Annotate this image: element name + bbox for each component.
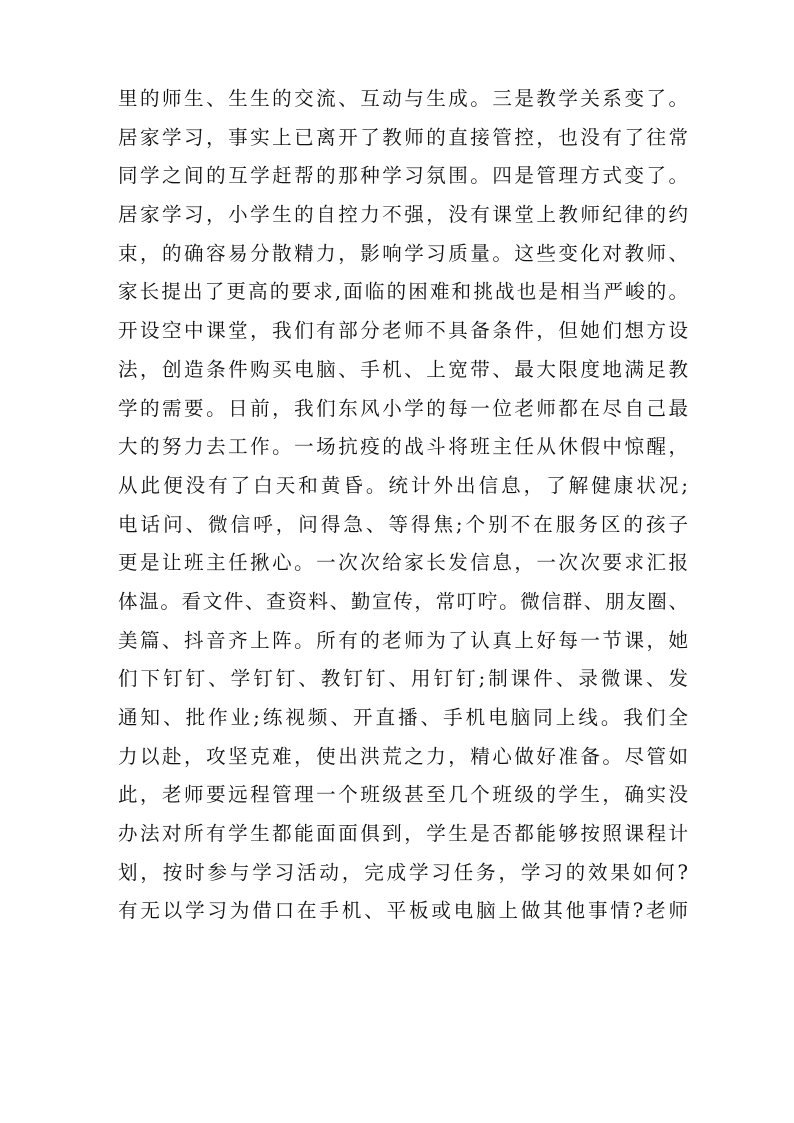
- text-line-7: 开设空中课堂，我们有部分老师不具备条件，但她们想方设: [118, 319, 688, 343]
- text-line-18: 力以赴，攻坚克难，使出洪荒之力，精心做好准备。尽管如: [118, 744, 688, 768]
- text-line-16: 们下钉钉、学钉钉、教钉钉、用钉钉;制课件、录微课、发: [118, 667, 688, 691]
- text-line-11: 从此便没有了白天和黄昏。统计外出信息，了解健康状况;: [118, 473, 688, 497]
- text-line-1: 里的师生、生生的交流、互动与生成。三是教学关系变了。: [118, 87, 688, 110]
- text-line-5: 束，的确容易分散精力，影响学习质量。这些变化对教师、: [118, 241, 688, 265]
- text-line-12: 电话问、微信呼，问得急、等得焦;个别不在服务区的孩子: [118, 512, 688, 536]
- text-line-20: 办法对所有学生都能面面俱到，学生是否都能够按照课程计: [118, 822, 688, 846]
- text-line-4: 居家学习，小学生的自控力不强，没有课堂上教师纪律的约: [118, 203, 688, 227]
- text-line-3: 同学之间的互学赶帮的那种学习氛围。四是管理方式变了。: [118, 164, 688, 188]
- body-text: [118, 80, 688, 931]
- text-line-21: 划，按时参与学习活动，完成学习任务，学习的效果如何?: [118, 860, 688, 884]
- text-line-10: 大的努力去工作。一场抗疫的战斗将班主任从休假中惊醒，: [118, 435, 688, 459]
- text-line-15: 美篇、抖音齐上阵。所有的老师为了认真上好每一节课，她: [118, 628, 688, 652]
- text-line-19: 此，老师要远程管理一个班级甚至几个班级的学生，确实没: [118, 783, 688, 807]
- text-line-2: 居家学习，事实上已离开了教师的直接管控，也没有了往常: [118, 125, 688, 149]
- text-line-14: 体温。看文件、查资料、勤宣传，常叮咛。微信群、朋友圈、: [118, 589, 688, 613]
- text-line-8: 法，创造条件购买电脑、手机、上宽带、最大限度地满足教: [118, 357, 688, 381]
- text-line-17: 通知、批作业;练视频、开直播、手机电脑同上线。我们全: [118, 706, 688, 729]
- text-line-13: 更是让班主任揪心。一次次给家长发信息，一次次要求汇报: [118, 551, 688, 575]
- text-line-9: 学的需要。日前，我们东风小学的每一位老师都在尽自己最: [118, 396, 688, 420]
- text-line-22: 有无以学习为借口在手机、平板或电脑上做其他事情?老师: [118, 899, 688, 923]
- text-line-6: 家长提出了更高的要求,面临的困难和挑战也是相当严峻的。: [118, 280, 688, 304]
